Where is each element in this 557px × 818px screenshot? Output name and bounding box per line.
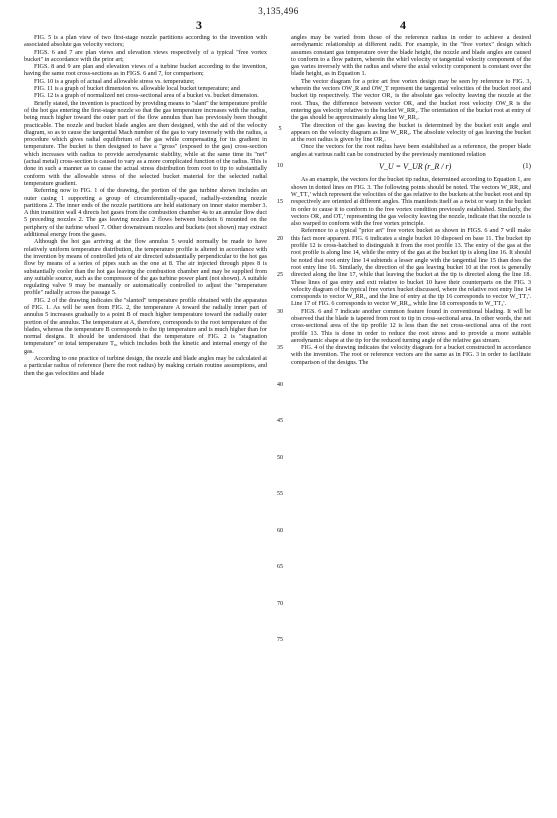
right-column-number: 4 xyxy=(400,18,406,32)
paragraph: FIG. 4 of the drawing indicates the velocity diagram for a bucket constructed in accordance with the invention. The root or reference vectors are the same as in FIG. 3 in order to facilitate comparison of the designs. The xyxy=(291,344,531,366)
line-number: 25 xyxy=(277,272,283,278)
left-column xyxy=(24,34,267,377)
paragraph: FIG. 5 is a plan view of two first-stage nozzle partitions according to the invention with associated absolute gas velocity vectors; xyxy=(24,34,267,49)
paragraph: Referring now to FIG. 1 of the drawing, the portion of the gas turbine shown includes an outer casing 1 supporting a group of circumferentially-spaced, radially-extending nozzle partitions 2. The inner ends of the nozzle partitions are held stationary on inner stator member 3. A thin transition wall 4 directs hot gases from the combustion chamber 4a to an annular flow duct 5 preceding nozzles 2. The gas leaving nozzles 2 flows between buckets 6 mounted on the periphery of the turbine wheel 7. Other downstream nozzles and buckets (not shown) may extract additional energy from the gases. xyxy=(24,187,267,239)
paragraph: FIG. 12 is a graph of normalized net cross-sectional area of a bucket vs. bucket dimension. xyxy=(34,92,259,100)
paragraph: As an example, the vectors for the bucket tip radius, determined according to Equation 1, are shown in dotted lines on FIG. 3. The following points should be noted. The vectors W_RR₁ and W_TT₁' which represent the velocities of the gas relative to the buckets at the bucket root and tip respectively are oriented at different angles. This manifests itself as a twist or warp in the bucket in order to cause it to conform to the free vortex condition previously established. Similarly, the vectors OR₁ and OT₁' representing the gas velocity leaving the nozzle, indicate that the nozzle is also warped to conform with the free vortex principle. xyxy=(291,176,531,228)
line-number: 70 xyxy=(277,601,283,607)
line-number: 50 xyxy=(277,455,283,461)
equation-number: (1) xyxy=(522,162,531,171)
paragraph: FIG. 10 is a graph of actual and allowable stress vs. temperature; xyxy=(34,77,195,85)
paragraph: FIG. 11 is a graph of bucket dimension vs. allowable local bucket temperature; and xyxy=(34,85,240,93)
paragraph: angles may be varied from those of the reference radius in order to achieve a desired aerodynamic relationship at different radii. For example, in the "free vortex" design which assumes constant gas temperature over the blade height, the nozzle and blade angles are caused to conform to a flow pattern, wherein the whirl velocity or tangential velocity component of the gas varies inversely with the radius and where the axial velocity component is constant over the blade height, as in Equation 1. xyxy=(291,34,531,78)
line-number: 20 xyxy=(277,236,283,242)
equation-1 xyxy=(291,163,531,170)
line-number: 40 xyxy=(277,382,283,388)
paragraph: Reference to a typical "prior art" free vortex bucket as shown in FIGS. 6 and 7 will make this fact more apparent. FIG. 6 indicates a single bucket 10 disposed on base 11. The bucket tip profile 12 is cross-hatched to distinguish it from the root profile 13. The entry of the gas at the root profile is along line 14, while the entry of the gas at the bucket tip is along line 16. It should be noted that root entry line 14 subtends a lesser angle with the tangential line 15 than does the root entry line 16. Similarly, the direction of the gas leaving bucket 10 at the root is generally directed along the line 17, while that leaving the bucket at the tip is directed along the line 18. These lines of gas entry and exit relative to bucket 10 have their counterparts on the FIG. 3 velocity diagram of the typical free vortex bucket discussed, where the relative root entry line 14 corresponds to vector W_RR₁, and the line of entry at the tip 16 corresponds to vector W_TT₁'. Line 17 of FIG. 6 corresponds to vector W_RR₂, while line 18 corresponds to W_TT₂'. xyxy=(291,227,531,308)
line-number: 60 xyxy=(277,528,283,534)
line-number: 45 xyxy=(277,418,283,424)
line-number: 5 xyxy=(278,126,282,132)
line-number: 75 xyxy=(277,637,283,643)
paragraph: FIG. 2 of the drawing indicates the "slanted" temperature profile obtained with the apparatus of FIG. 1. As will be seen from FIG. 2, the temperature A toward the radially inner part of annulus 5 increases gradually to a point B of much higher temperature toward the radially outer portion of the annulus. The temperature at A, therefore, corresponds to the root temperature of the blades, whereas the temperature B corresponds to the tip temperature and is much higher than for normal designs. It should be understood that the temperature of FIG. 2 is "stagnation temperature" or total temperature T₀, which includes both the kinetic and internal energy of the gas. xyxy=(24,296,267,355)
paragraph: Once the vectors for the root radius have been established as a reference, the proper blade angles at various radii can be constructed by the previously mentioned relation xyxy=(291,143,531,158)
line-number: 55 xyxy=(277,491,283,497)
paragraph: Although the hot gas arriving at the flow annulus 5 would normally be made to have relatively uniform temperature distribution, the temperature profile is altered in accordance with the invention by means of controlled jets of air directed substantially perpendicular to the hot gas flow by means of a series of pipes such as the one at 8. The air injected through pipes 8 is substantially cooler than the hot gas leaving the combustion chamber and may be supplied from any suitable source, such as the compressor of the gas turbine power plant (not shown). A suitable regulating valve 9 may be manually or automatically controlled to adjust the "temperature profile" radially across the passage 5. xyxy=(24,238,267,297)
left-column-number: 3 xyxy=(196,18,202,32)
paragraph: FIGS. 6 and 7 are plan views and elevation views respectively of a typical "free vortex bucket" in accordance with the prior art; xyxy=(24,48,267,63)
paragraph: FIGS. 8 and 9 are plan and elevation views of a turbine bucket according to the invention, having the same root cross-sections as in FIGS. 6 and 7, for comparison; xyxy=(24,63,267,78)
paragraph: According to one practice of turbine design, the nozzle and blade angles may be calculated at a particular radius of reference (here the root radius) by making certain routine assumptions, and then the gas velocities and blade xyxy=(24,355,267,377)
equation-text: V_U = V_UR (r_R / r) xyxy=(379,162,452,172)
paragraph: FIGS. 6 and 7 indicate another common feature found in conventional blading. It will be observed that the blade is tapered from root to tip in cross-sectional area. In other words, the net cross-sectional area of the tip profile 12 is less than the net cross-sectional area of the root profile 13. This is done in order to reduce the root stress and to provide a more suitable aerodynamic shape at the tip for the reduced turning angle of the relative gas stream. xyxy=(291,307,531,344)
patent-number: 3,135,496 xyxy=(258,6,299,16)
paragraph: Briefly stated, the invention is practiced by providing means to "slant" the temperature profile of the hot gas entering the first-stage nozzle so that the gas temperature increases with the radius, being much higher toward the outer part of the flow annulus than has previously been thought practicable. The nozzle and bucket blade angles are then designed, with the aid of the velocity diagram, so as to cause the tangential Mach number of the gas to vary inversely with the radius, a procedure which gives radial equilibrium of the gas while compensating for its gradient in temperature. The bucket is then designed to have a "gross" (exposed to the gas) cross-section which increases with radius to provide aerodynamic stability, while at the same time its "net" (actual metal) cross-section is caused to vary as a more complicated function of the radius. This is done in such a manner as to cause the actual stress distribution from root to tip to substantially conform with the allowable stress of the selected bucket material for the selected radial temperature gradient. xyxy=(24,99,267,187)
paragraph: The vector diagram for a prior art free vortex design may be seen by reference to FIG. 3, wherein the vectors OW_R and OW_T represent the tangential velocities of the bucket root and bucket tip respectively. The vector OR₁ is the absolute gas velocity leaving the nozzle at the root. Thus, the difference between vector OR₁ and the bucket root velocity OW_R is the entering gas velocity relative to the bucket W_RR₁. The orientation of the bucket root at entry of the gas should be approximately along line W_RR₁. xyxy=(291,77,531,122)
line-number: 30 xyxy=(277,309,283,315)
line-number: 15 xyxy=(277,199,283,205)
line-number: 10 xyxy=(277,163,283,169)
line-number: 65 xyxy=(277,564,283,570)
right-column xyxy=(291,34,531,366)
line-number: 35 xyxy=(277,345,283,351)
paragraph: The direction of the gas leaving the bucket is determined by the bucket exit angle and appears on the velocity diagram as line W_RR₂. The absolute velocity of gas leaving the bucket at the root radius is given by line OR₂. xyxy=(291,121,531,144)
